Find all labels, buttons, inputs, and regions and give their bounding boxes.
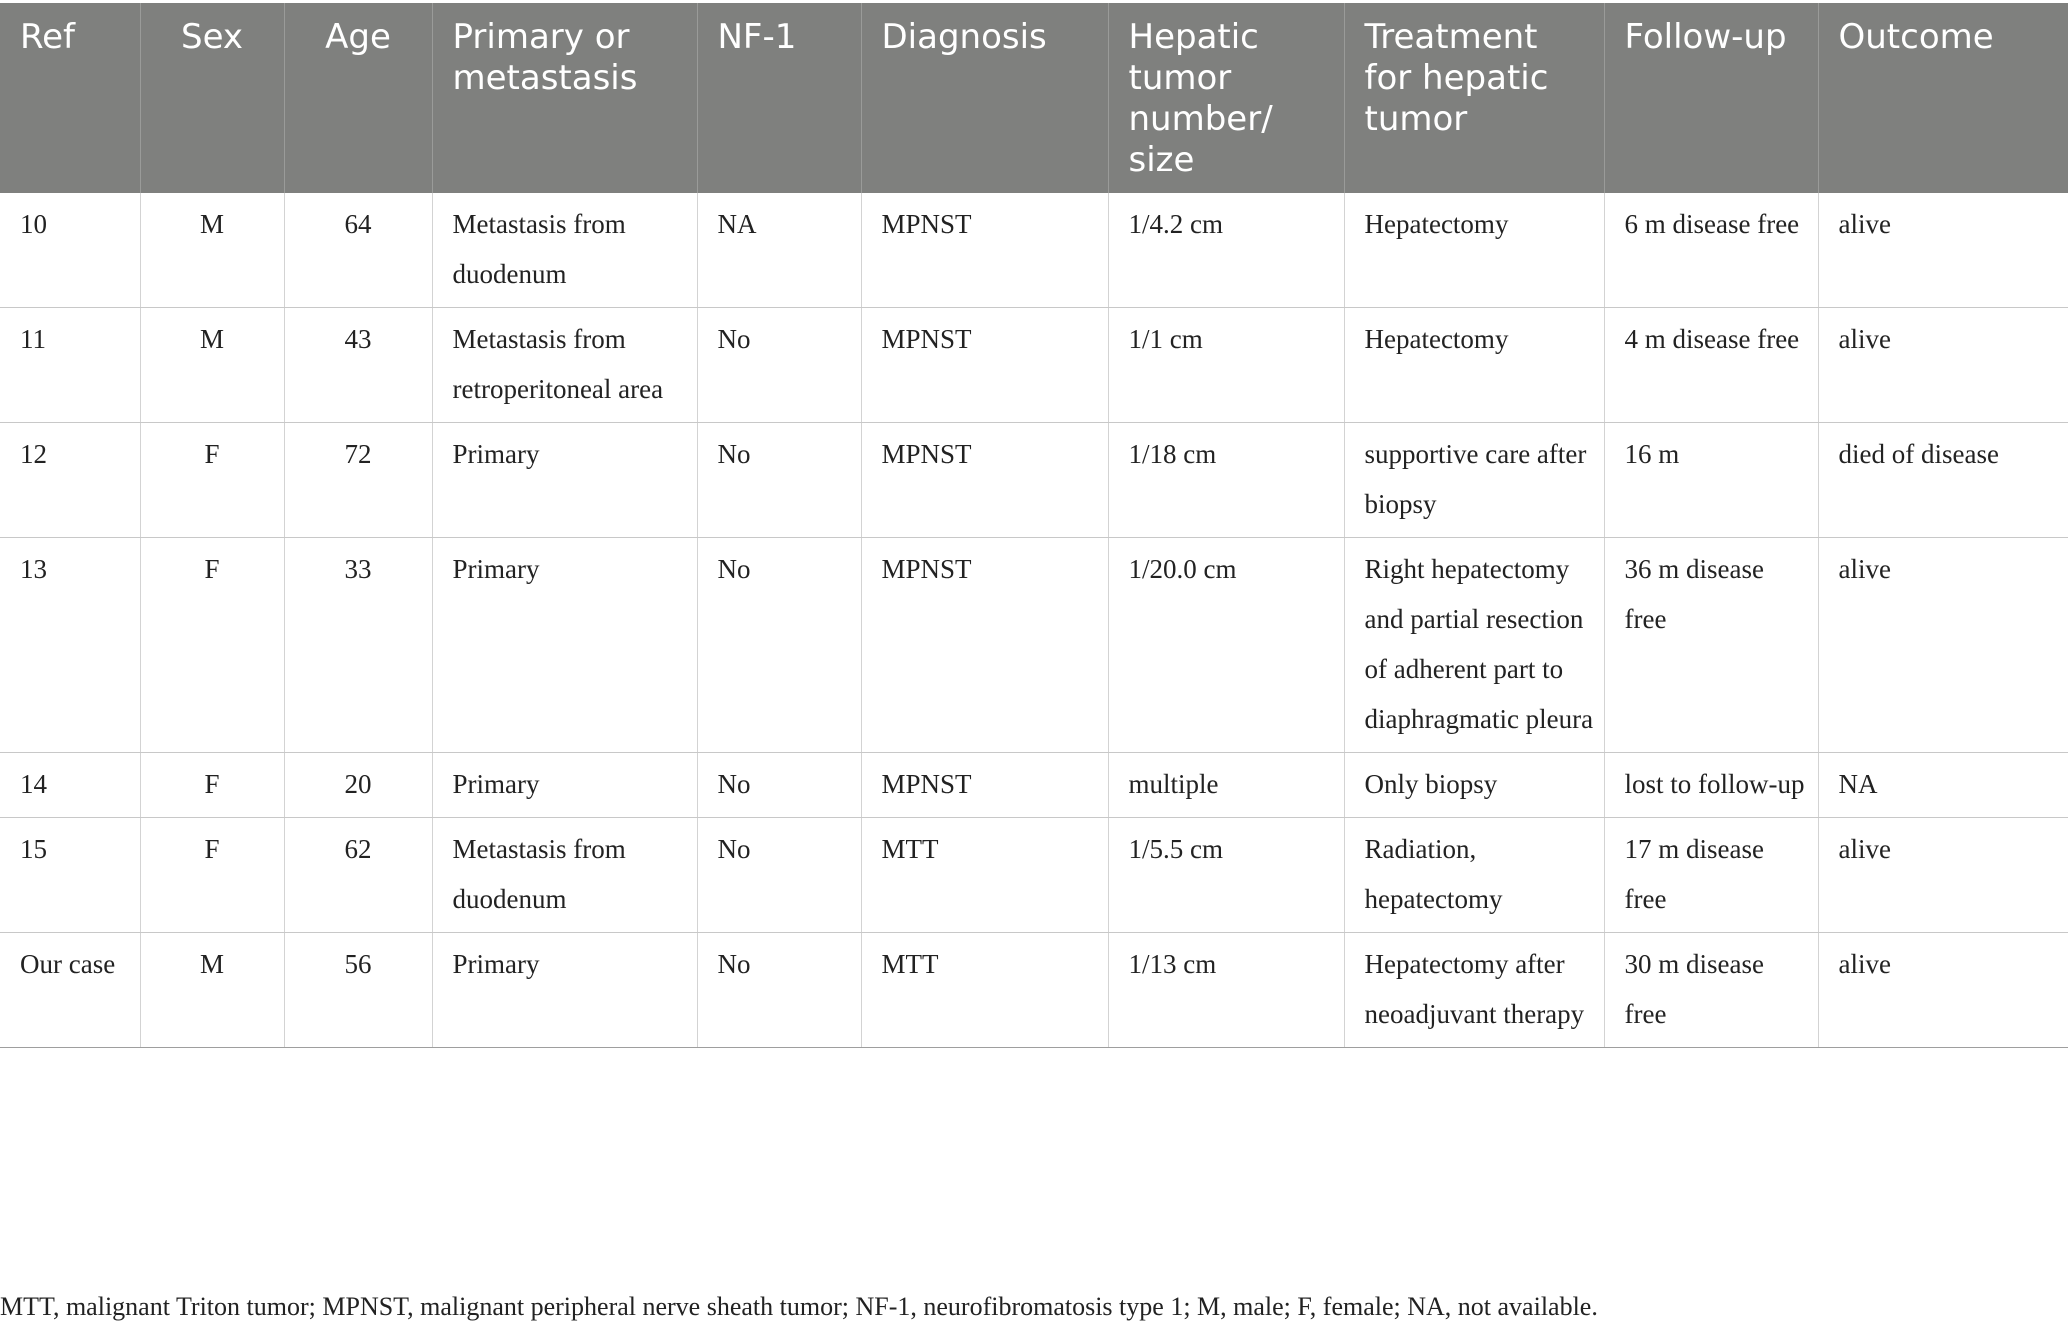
table-footnote: MTT, malignant Triton tumor; MPNST, malignant peripheral nerve sheath tumor; NF-1, neurofibromatosis type 1; M, male; F, female; NA, not available. [0, 1292, 1598, 1321]
cell-age: 56 [284, 933, 432, 1048]
cell-diagnosis: MPNST [861, 538, 1108, 753]
cell-sex: F [140, 753, 284, 818]
cell-follow-up: 4 m disease free [1604, 308, 1818, 423]
cell-diagnosis: MTT [861, 818, 1108, 933]
cell-ref: 11 [0, 308, 140, 423]
cell-ref: 15 [0, 818, 140, 933]
table-row [0, 933, 2068, 1048]
cell-tumor-size: 1/13 cm [1108, 933, 1344, 1048]
cell-tumor-size: 1/5.5 cm [1108, 818, 1344, 933]
cell-age: 72 [284, 423, 432, 538]
cell-tumor-size: 1/18 cm [1108, 423, 1344, 538]
cell-outcome: alive [1818, 538, 2068, 753]
cell-diagnosis: MPNST [861, 193, 1108, 308]
cell-primary-or-metastasis: Metastasis from retroperitoneal area [432, 308, 697, 423]
cell-follow-up: 16 m [1604, 423, 1818, 538]
header-primary-or-metastasis: Primary or metastasis [432, 3, 697, 193]
cell-sex: M [140, 193, 284, 308]
cell-sex: F [140, 818, 284, 933]
cell-follow-up: 30 m disease free [1604, 933, 1818, 1048]
header-treatment: Treatment for hepatic tumor [1344, 3, 1604, 193]
header-outcome: Outcome [1818, 3, 2068, 193]
cell-primary-or-metastasis: Metastasis from duodenum [432, 818, 697, 933]
cell-nf1: No [697, 423, 861, 538]
cell-treatment: Radiation, hepatectomy [1344, 818, 1604, 933]
table-row [0, 423, 2068, 538]
table-row [0, 308, 2068, 423]
table-row [0, 193, 2068, 308]
header-follow-up: Follow-up [1604, 3, 1818, 193]
cell-treatment: Hepatectomy after neoadjuvant therapy [1344, 933, 1604, 1048]
cell-age: 33 [284, 538, 432, 753]
cell-primary-or-metastasis: Metastasis from duodenum [432, 193, 697, 308]
cell-treatment: Only biopsy [1344, 753, 1604, 818]
cell-tumor-size: 1/1 cm [1108, 308, 1344, 423]
cell-nf1: No [697, 308, 861, 423]
cell-diagnosis: MPNST [861, 423, 1108, 538]
cell-primary-or-metastasis: Primary [432, 423, 697, 538]
cell-outcome: alive [1818, 308, 2068, 423]
cell-follow-up: 6 m disease free [1604, 193, 1818, 308]
cell-treatment: Hepatectomy [1344, 308, 1604, 423]
cell-ref: 12 [0, 423, 140, 538]
cell-outcome: alive [1818, 818, 2068, 933]
cell-treatment: supportive care after biopsy [1344, 423, 1604, 538]
cell-diagnosis: MTT [861, 933, 1108, 1048]
cell-nf1: No [697, 538, 861, 753]
cell-age: 62 [284, 818, 432, 933]
header-row [0, 3, 2068, 193]
cell-treatment: Hepatectomy [1344, 193, 1604, 308]
cell-nf1: NA [697, 193, 861, 308]
cell-primary-or-metastasis: Primary [432, 933, 697, 1048]
header-diagnosis: Diagnosis [861, 3, 1108, 193]
cell-outcome: alive [1818, 933, 2068, 1048]
header-hepatic-tumor-size: Hepatic tumor number/ size [1108, 3, 1344, 193]
cell-nf1: No [697, 933, 861, 1048]
table-row [0, 818, 2068, 933]
header-age: Age [284, 3, 432, 193]
cell-nf1: No [697, 818, 861, 933]
cell-primary-or-metastasis: Primary [432, 753, 697, 818]
cell-sex: F [140, 538, 284, 753]
cell-outcome: alive [1818, 193, 2068, 308]
cell-follow-up: 17 m disease free [1604, 818, 1818, 933]
cell-follow-up: lost to follow-up [1604, 753, 1818, 818]
cell-follow-up: 36 m disease free [1604, 538, 1818, 753]
cell-diagnosis: MPNST [861, 308, 1108, 423]
cell-ref: 14 [0, 753, 140, 818]
cell-ref: Our case [0, 933, 140, 1048]
cell-tumor-size: multiple [1108, 753, 1344, 818]
cell-sex: M [140, 933, 284, 1048]
cell-age: 20 [284, 753, 432, 818]
cell-sex: F [140, 423, 284, 538]
cell-tumor-size: 1/20.0 cm [1108, 538, 1344, 753]
cell-primary-or-metastasis: Primary [432, 538, 697, 753]
cell-ref: 10 [0, 193, 140, 308]
table-row [0, 753, 2068, 818]
cell-sex: M [140, 308, 284, 423]
cell-diagnosis: MPNST [861, 753, 1108, 818]
cell-outcome: NA [1818, 753, 2068, 818]
table-row [0, 538, 2068, 753]
cell-age: 43 [284, 308, 432, 423]
case-table-container [0, 3, 2068, 1048]
case-table [0, 3, 2068, 1048]
cell-ref: 13 [0, 538, 140, 753]
cell-tumor-size: 1/4.2 cm [1108, 193, 1344, 308]
header-sex: Sex [140, 3, 284, 193]
header-nf1: NF-1 [697, 3, 861, 193]
cell-nf1: No [697, 753, 861, 818]
cell-outcome: died of disease [1818, 423, 2068, 538]
cell-age: 64 [284, 193, 432, 308]
cell-treatment: Right hepatectomy and partial resection of adherent part to diaphragmatic pleura [1344, 538, 1604, 753]
header-ref: Ref [0, 3, 140, 193]
